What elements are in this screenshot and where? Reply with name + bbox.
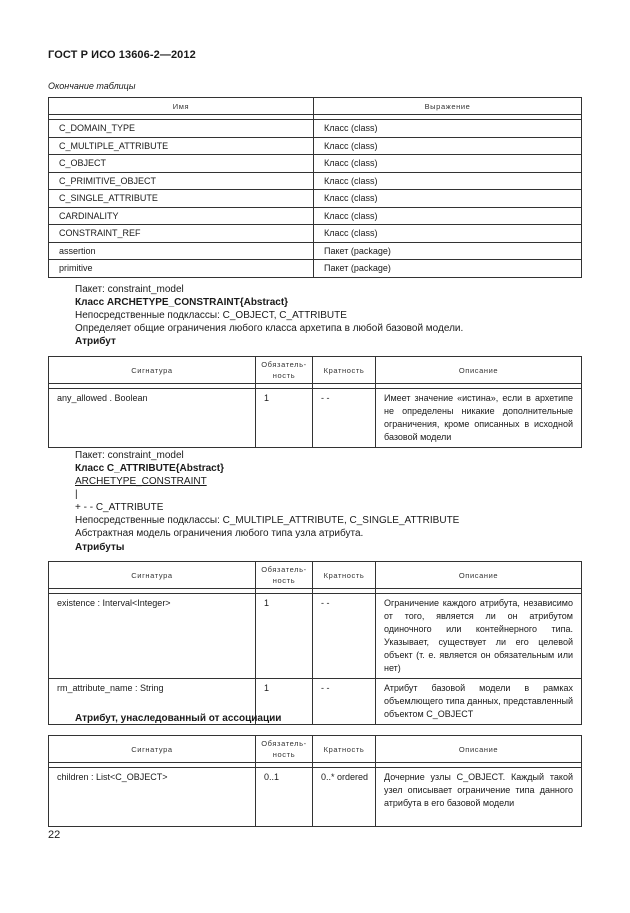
- expression-cell: Класс (class): [314, 137, 582, 155]
- column-header-mandatory: Обязатель- ность: [256, 357, 313, 384]
- column-header-description: Описание: [376, 357, 582, 384]
- parent-class: ARCHETYPE_CONSTRAINT: [75, 476, 207, 487]
- name-cell: primitive: [49, 260, 314, 278]
- expression-cell: Пакет (package): [314, 242, 582, 260]
- package-label: Пакет: constraint_model: [75, 284, 184, 295]
- table-row: [49, 207, 582, 225]
- description-cell: Имеет значение «истина», если в архетипе не определены никакие дополнительные ограничения, кроме описанных в исходной базовой модели: [376, 389, 582, 448]
- column-header-name: Имя: [49, 98, 314, 115]
- package-label: Пакет: constraint_model: [75, 450, 184, 461]
- multiplicity-cell: - -: [313, 594, 376, 679]
- column-header-description: Описание: [376, 736, 582, 763]
- attribute-heading: Атрибут: [75, 336, 116, 347]
- mandatory-cell: 1: [256, 389, 313, 448]
- multiplicity-cell: 0..* ordered: [313, 768, 376, 827]
- signature-cell: rm_attribute_name : String: [49, 679, 256, 725]
- column-header-expression: Выражение: [314, 98, 582, 115]
- signature-cell: existence : Interval<Integer>: [49, 594, 256, 679]
- expression-cell: Класс (class): [314, 155, 582, 173]
- name-cell: CARDINALITY: [49, 207, 314, 225]
- expression-cell: Класс (class): [314, 190, 582, 208]
- document-header: ГОСТ Р ИСО 13606-2—2012: [48, 49, 196, 61]
- name-cell: C_MULTIPLE_ATTRIBUTE: [49, 137, 314, 155]
- attributes-heading: Атрибуты: [75, 542, 125, 553]
- table-row: [49, 120, 582, 138]
- subclasses-text: Непосредственные подклассы: C_OBJECT, C_ATTRIBUTE: [75, 310, 347, 321]
- column-header-signature: Сигнатура: [49, 357, 256, 384]
- expression-cell: Класс (class): [314, 120, 582, 138]
- description-cell: Дочерние узлы C_OBJECT. Каждый такой узел описывает ограничение типа данного атрибута в его базовой модели: [376, 768, 582, 827]
- inheritance-bar: |: [75, 489, 78, 500]
- table-row: [49, 389, 582, 448]
- table-row: [49, 190, 582, 208]
- column-header-mandatory: Обязатель- ность: [256, 562, 313, 589]
- table-row: [49, 155, 582, 173]
- name-cell: C_SINGLE_ATTRIBUTE: [49, 190, 314, 208]
- table-row: [49, 768, 582, 827]
- signature-cell: children : List<C_OBJECT>: [49, 768, 256, 827]
- inherited-attribute-heading: Атрибут, унаследованный от ассоциации: [75, 713, 282, 724]
- name-cell: C_DOMAIN_TYPE: [49, 120, 314, 138]
- table-continuation-label: Окончание таблицы: [48, 81, 136, 91]
- name-cell: CONSTRAINT_REF: [49, 225, 314, 243]
- table-row: [49, 137, 582, 155]
- class-title: Класс ARCHETYPE_CONSTRAINT{Abstract}: [75, 297, 289, 308]
- column-header-mandatory: Обязатель- ность: [256, 736, 313, 763]
- class-title: Класс C_ATTRIBUTE{Abstract}: [75, 463, 224, 474]
- inherited-attribute-table: [48, 735, 582, 827]
- column-header-multiplicity: Кратность: [313, 562, 376, 589]
- attribute-table: [48, 356, 582, 448]
- expression-cell: Пакет (package): [314, 260, 582, 278]
- name-cell: C_PRIMITIVE_OBJECT: [49, 172, 314, 190]
- description-cell: Атрибут базовой модели в рамках объемлющего типа данных, представленный объектом C_OBJECT: [376, 679, 582, 725]
- names-table: [48, 97, 582, 278]
- column-header-multiplicity: Кратность: [313, 357, 376, 384]
- name-cell: C_OBJECT: [49, 155, 314, 173]
- name-cell: assertion: [49, 242, 314, 260]
- expression-cell: Класс (class): [314, 225, 582, 243]
- table-row: [49, 260, 582, 278]
- table-row: [49, 594, 582, 679]
- multiplicity-cell: - -: [313, 389, 376, 448]
- mandatory-cell: 1: [256, 679, 313, 725]
- class-description: Определяет общие ограничения любого класса архетипа в любой базовой модели.: [75, 323, 464, 334]
- mandatory-cell: 1: [256, 594, 313, 679]
- mandatory-cell: 0..1: [256, 768, 313, 827]
- description-cell: Ограничение каждого атрибута, независимо от того, является ли он атрибутом одиночного или контейнерного типа. Указывает, существует ли его целевой объект (т. е. является он обязательным или нет): [376, 594, 582, 679]
- table-row: [49, 242, 582, 260]
- page-number: 22: [48, 829, 61, 841]
- table-row: [49, 225, 582, 243]
- column-header-description: Описание: [376, 562, 582, 589]
- table-row: [49, 172, 582, 190]
- inheritance-line: + - - C_ATTRIBUTE: [75, 502, 164, 513]
- attributes-table: [48, 561, 582, 725]
- expression-cell: Класс (class): [314, 172, 582, 190]
- class-description: Абстрактная модель ограничения любого типа узла атрибута.: [75, 528, 364, 539]
- multiplicity-cell: - -: [313, 679, 376, 725]
- subclasses-text: Непосредственные подклассы: C_MULTIPLE_ATTRIBUTE, C_SINGLE_ATTRIBUTE: [75, 515, 460, 526]
- expression-cell: Класс (class): [314, 207, 582, 225]
- column-header-multiplicity: Кратность: [313, 736, 376, 763]
- column-header-signature: Сигнатура: [49, 562, 256, 589]
- column-header-signature: Сигнатура: [49, 736, 256, 763]
- signature-cell: any_allowed . Boolean: [49, 389, 256, 448]
